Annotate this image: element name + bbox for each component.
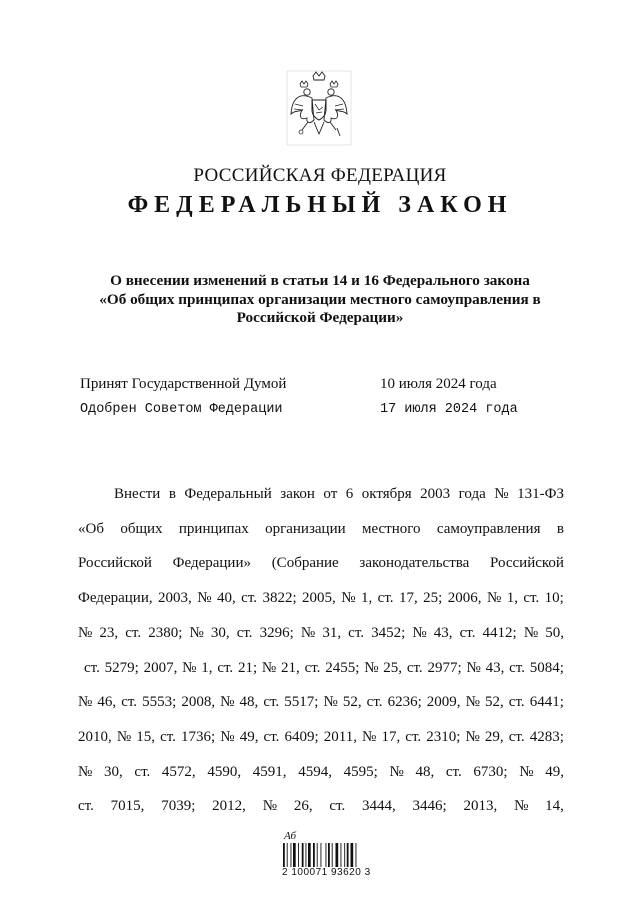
country-heading: РОССИЙСКАЯ ФЕДЕРАЦИЯ	[193, 165, 447, 186]
body-word: в	[168, 486, 176, 502]
body-word: 4595;	[343, 763, 378, 780]
body-word: самоуправления	[436, 520, 541, 537]
body-word: 2310;	[426, 728, 461, 745]
body-word: №	[389, 763, 404, 780]
body-word: 49,	[239, 728, 259, 745]
body-line	[114, 486, 564, 506]
body-word: 5084;	[529, 659, 564, 676]
body-line	[78, 694, 564, 714]
body-word: №	[262, 798, 278, 815]
body-word: №	[494, 486, 509, 502]
body-word: 2006,	[447, 590, 482, 607]
body-word: года	[458, 486, 486, 502]
body-word: 2008,	[181, 694, 216, 711]
body-word: №	[519, 763, 534, 780]
body-word: закон	[280, 486, 315, 502]
body-word: 46,	[97, 694, 117, 711]
body-word: 2380;	[148, 624, 183, 641]
body-word: 4594,	[298, 763, 332, 780]
body-word: 2013,	[463, 798, 498, 815]
body-word: 1736;	[181, 728, 216, 745]
body-word: №	[465, 694, 480, 711]
body-word: ст.	[366, 694, 383, 711]
body-word: 1,	[360, 590, 373, 607]
body-word: 4591,	[252, 763, 287, 780]
duma-adoption-date: 10 июля 2024 года	[380, 376, 497, 392]
body-word: 21,	[281, 659, 300, 676]
body-word: №	[78, 694, 93, 711]
body-word: 26,	[293, 798, 313, 815]
body-word: №	[486, 590, 502, 607]
body-word: 6441;	[529, 694, 564, 711]
body-word: общих	[120, 520, 163, 537]
body-word: ст.	[241, 590, 257, 607]
body-word: 4412;	[482, 624, 517, 641]
body-word: ст.	[508, 694, 525, 711]
council-approval-date: 17 июля 2024 года	[380, 402, 518, 417]
body-word: ст.	[329, 798, 346, 815]
body-word: №	[466, 659, 481, 676]
body-line	[78, 521, 564, 541]
law-title-line: Российской Федерации»	[236, 309, 404, 326]
body-word: 2010,	[78, 728, 112, 745]
body-word: 43,	[485, 659, 505, 676]
body-word: ст.	[406, 659, 423, 676]
body-word: законодательства	[359, 555, 470, 572]
body-word: 48,	[415, 763, 435, 780]
barcode-icon	[282, 843, 366, 869]
body-word: 30,	[103, 763, 123, 780]
body-word: 4283;	[529, 728, 564, 745]
body-word: 3296;	[259, 624, 294, 641]
body-word: №	[412, 624, 427, 641]
body-word: 2977;	[427, 659, 462, 676]
body-word: 3446;	[412, 798, 447, 815]
body-word: ст.	[523, 590, 540, 607]
body-word: №	[300, 624, 316, 641]
body-word: №	[220, 694, 235, 711]
body-word: Федеральный	[184, 486, 272, 502]
body-word: 3452;	[371, 624, 406, 641]
body-word: №	[182, 659, 197, 676]
body-word: ст.	[217, 659, 234, 676]
body-word: 2007,	[143, 659, 178, 676]
body-word: 50,	[545, 624, 564, 641]
body-word: 7039;	[161, 798, 196, 815]
body-word: 2003,	[158, 590, 192, 607]
body-line	[78, 625, 564, 645]
barcode-number: 2 100071 93620 3	[282, 867, 371, 878]
law-title	[90, 272, 550, 328]
body-word: 6236;	[387, 694, 422, 711]
body-word: №	[362, 728, 377, 745]
body-word: «Об	[78, 520, 104, 537]
body-word: №	[78, 763, 93, 780]
body-word: 17,	[398, 590, 418, 607]
body-word: 30,	[210, 624, 230, 641]
body-word: 1,	[506, 590, 518, 607]
body-word: 52,	[342, 694, 362, 711]
body-line	[78, 798, 564, 818]
body-word: 2011,	[323, 728, 357, 745]
body-word: 1,	[201, 659, 213, 676]
body-word: №	[197, 590, 212, 607]
body-word: 2003	[420, 486, 451, 502]
body-word: Федерации»	[172, 555, 251, 572]
law-title-line: О внесении изменений в статьи 14 и 16 Федерального закона	[110, 272, 530, 289]
body-word: Российской	[78, 555, 152, 572]
body-word: ст.	[445, 763, 462, 780]
body-word: №	[323, 694, 338, 711]
body-word: 4572,	[161, 763, 196, 780]
body-word: 2005,	[302, 590, 336, 607]
body-word: ст.	[508, 728, 525, 745]
body-word: 5279;	[104, 659, 139, 676]
body-word: ст.	[304, 659, 321, 676]
body-word: октября	[361, 486, 412, 502]
body-word: ст.	[236, 624, 253, 641]
body-word: ст.	[405, 728, 422, 745]
body-word: 31,	[322, 624, 342, 641]
body-word: №	[220, 728, 235, 745]
law-type-heading: ФЕДЕРАЛЬНЫЙ ЗАКОН	[127, 192, 513, 218]
body-word: ст.	[134, 763, 151, 780]
body-word: 5517;	[284, 694, 319, 711]
body-word: №	[78, 624, 93, 641]
body-word: ст.	[459, 624, 476, 641]
body-word: 48,	[239, 694, 259, 711]
duma-adoption-label: Принят Государственной Думой	[80, 376, 287, 392]
body-word: 2455;	[325, 659, 360, 676]
body-word: в	[556, 520, 564, 537]
body-word: ст.	[348, 624, 364, 641]
body-line	[78, 729, 564, 749]
body-word: 2012,	[212, 798, 246, 815]
body-word: 5553;	[142, 694, 177, 711]
body-word: Российской	[490, 555, 564, 572]
body-word: организации	[265, 520, 346, 537]
body-word: ст.	[78, 798, 94, 815]
body-word: ст.	[377, 590, 394, 607]
body-word: ст.	[125, 624, 142, 641]
body-word: (Собрание	[271, 555, 339, 572]
body-line	[84, 660, 564, 680]
body-word: 29,	[484, 728, 504, 745]
body-word: 52,	[484, 694, 504, 711]
body-word: ст.	[509, 659, 525, 676]
body-word: принципах	[178, 520, 249, 537]
body-word: ст.	[160, 728, 176, 745]
body-word: №	[116, 728, 132, 745]
body-word: 6409;	[284, 728, 319, 745]
body-word: №	[514, 798, 529, 815]
body-word: №	[261, 659, 277, 676]
body-word: 21;	[237, 659, 258, 676]
body-word: 4590,	[207, 763, 242, 780]
body-word: 25;	[423, 590, 443, 607]
body-word: 40,	[216, 590, 236, 607]
body-line	[78, 764, 564, 784]
signature-mark: Аб	[284, 830, 297, 842]
body-line	[78, 555, 564, 575]
body-word: ст.	[84, 659, 100, 676]
law-title-line: «Об общих принципах организации местного самоуправления в	[99, 290, 541, 308]
body-word: 131-ФЗ	[517, 486, 564, 502]
body-word: №	[523, 624, 539, 641]
body-word: 23,	[99, 624, 119, 641]
body-word: Федерации,	[78, 590, 153, 607]
body-word: местного	[361, 520, 421, 537]
body-word: 6	[345, 486, 354, 502]
body-word: №	[364, 659, 379, 676]
body-word: №	[341, 590, 356, 607]
body-word: №	[189, 624, 204, 641]
coat-of-arms-icon	[286, 70, 352, 146]
body-word: Внести	[114, 486, 161, 502]
body-word: 2009,	[426, 694, 461, 711]
body-word: 25,	[383, 659, 403, 676]
council-approval-label: Одобрен Советом Федерации	[80, 402, 283, 417]
body-word: от	[323, 486, 338, 502]
body-word: 7015,	[110, 798, 145, 815]
body-word: ст.	[263, 694, 280, 711]
body-word: 3822;	[262, 590, 297, 607]
body-word: 15,	[136, 728, 155, 745]
body-word: №	[465, 728, 480, 745]
body-word: 14,	[545, 798, 564, 815]
body-word: 43,	[433, 624, 453, 641]
body-word: 49,	[545, 763, 564, 780]
body-word: 6730;	[473, 763, 508, 780]
body-word: 17,	[381, 728, 401, 745]
body-word: ст.	[121, 694, 138, 711]
body-word: 3444,	[362, 798, 396, 815]
body-word: ст.	[263, 728, 280, 745]
body-word: 10;	[544, 590, 564, 607]
body-line	[78, 590, 564, 610]
